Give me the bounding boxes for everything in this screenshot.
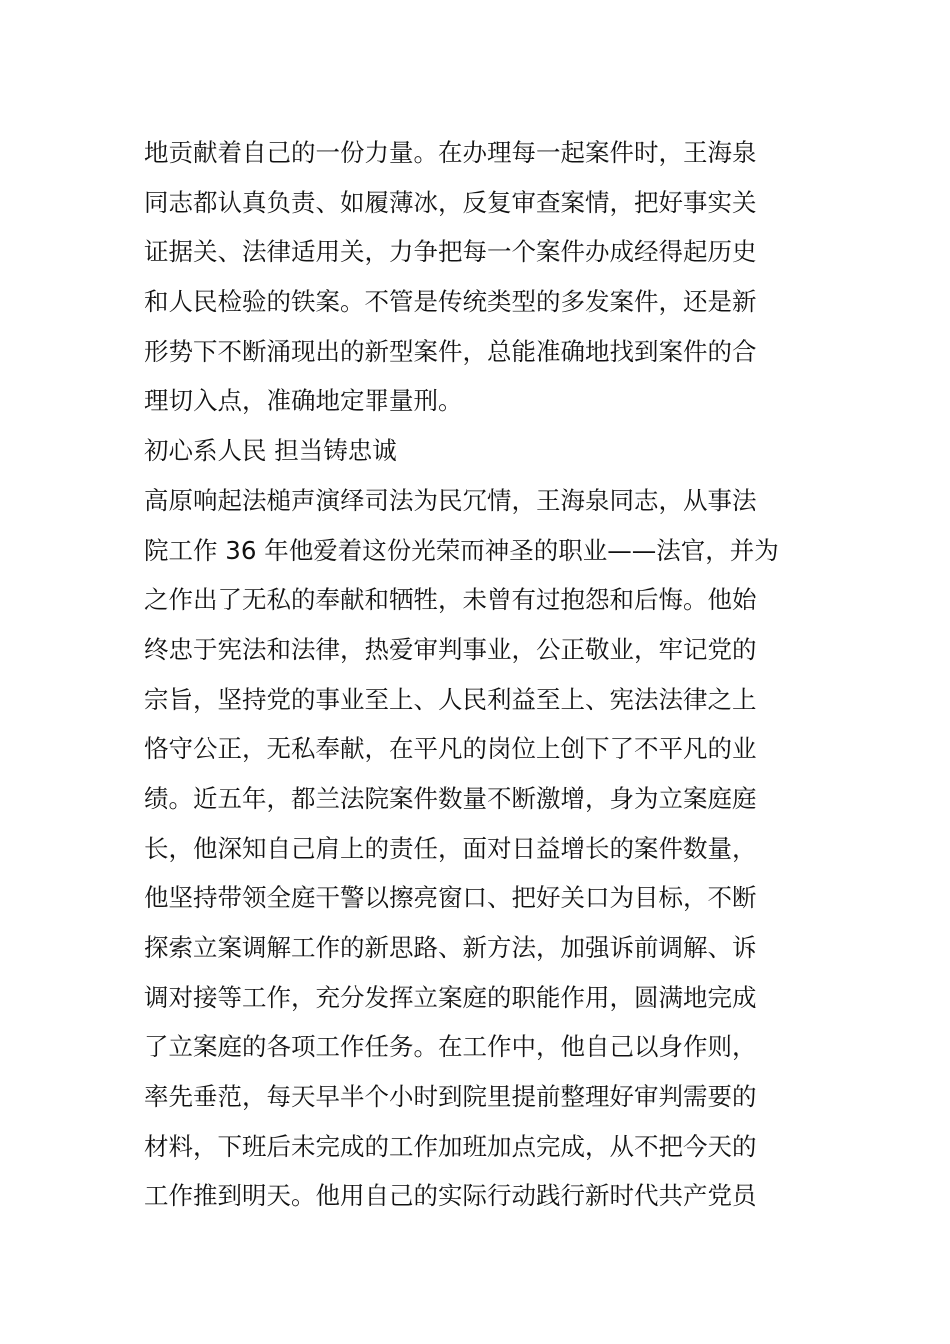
text-line: 了立案庭的各项工作任务。在工作中，他自己以身作则， xyxy=(144,1032,757,1062)
text-line: 恪守公正，无私奉献，在平凡的岗位上创下了不平凡的业 xyxy=(144,734,757,764)
text-line: 工作推到明天。他用自己的实际行动践行新时代共产党员 xyxy=(144,1181,757,1211)
text-line: 终忠于宪法和法律，热爱审判事业，公正敬业，牢记党的 xyxy=(144,634,757,664)
text-line: 高原响起法槌声演绎司法为民冗情，王海泉同志，从事法 xyxy=(144,485,757,515)
text-line: 他坚持带领全庭干警以擦亮窗口、把好关口为目标，不断 xyxy=(144,883,757,913)
text-line: 理切入点，准确地定罪量刑。 xyxy=(144,386,463,416)
text-line: 院工作 36 年他爱着这份光荣而神圣的职业——法官，并为 xyxy=(144,535,779,565)
body-text xyxy=(144,128,814,1221)
text-line: 地贡献着自己的一份力量。在办理每一起案件时，王海泉 xyxy=(144,138,757,167)
text-line: 和人民检验的铁案。不管是传统类型的多发案件，还是新 xyxy=(144,287,757,317)
text-line: 调对接等工作，充分发挥立案庭的职能作用，圆满地完成 xyxy=(144,982,757,1012)
text-line: 宗旨，坚持党的事业至上、人民利益至上、宪法法律之上 xyxy=(144,684,757,714)
text-line: 探索立案调解工作的新思路、新方法，加强诉前调解、诉 xyxy=(144,933,757,962)
text-line: 之作出了无私的奉献和牺牲，未曾有过抱怨和后悔。他始 xyxy=(144,585,757,615)
section-heading: 初心系人民 担当铸忠诚 xyxy=(144,436,397,466)
text-line: 形势下不断涌现出的新型案件，总能准确地找到案件的合 xyxy=(144,336,757,366)
text-line: 证据关、法律适用关，力争把每一个案件办成经得起历史 xyxy=(144,237,757,267)
text-line: 材料，下班后未完成的工作加班加点完成，从不把今天的 xyxy=(144,1131,757,1161)
text-line: 绩。近五年，都兰法院案件数量不断激增，身为立案庭庭 xyxy=(144,783,757,813)
text-line: 长，他深知自己肩上的责任，面对日益增长的案件数量， xyxy=(144,833,757,863)
text-line: 同志都认真负责、如履薄冰，反复审查案情，把好事实关 xyxy=(144,187,757,217)
text-line: 率先垂范，每天早半个小时到院里提前整理好审判需要的 xyxy=(144,1082,757,1112)
